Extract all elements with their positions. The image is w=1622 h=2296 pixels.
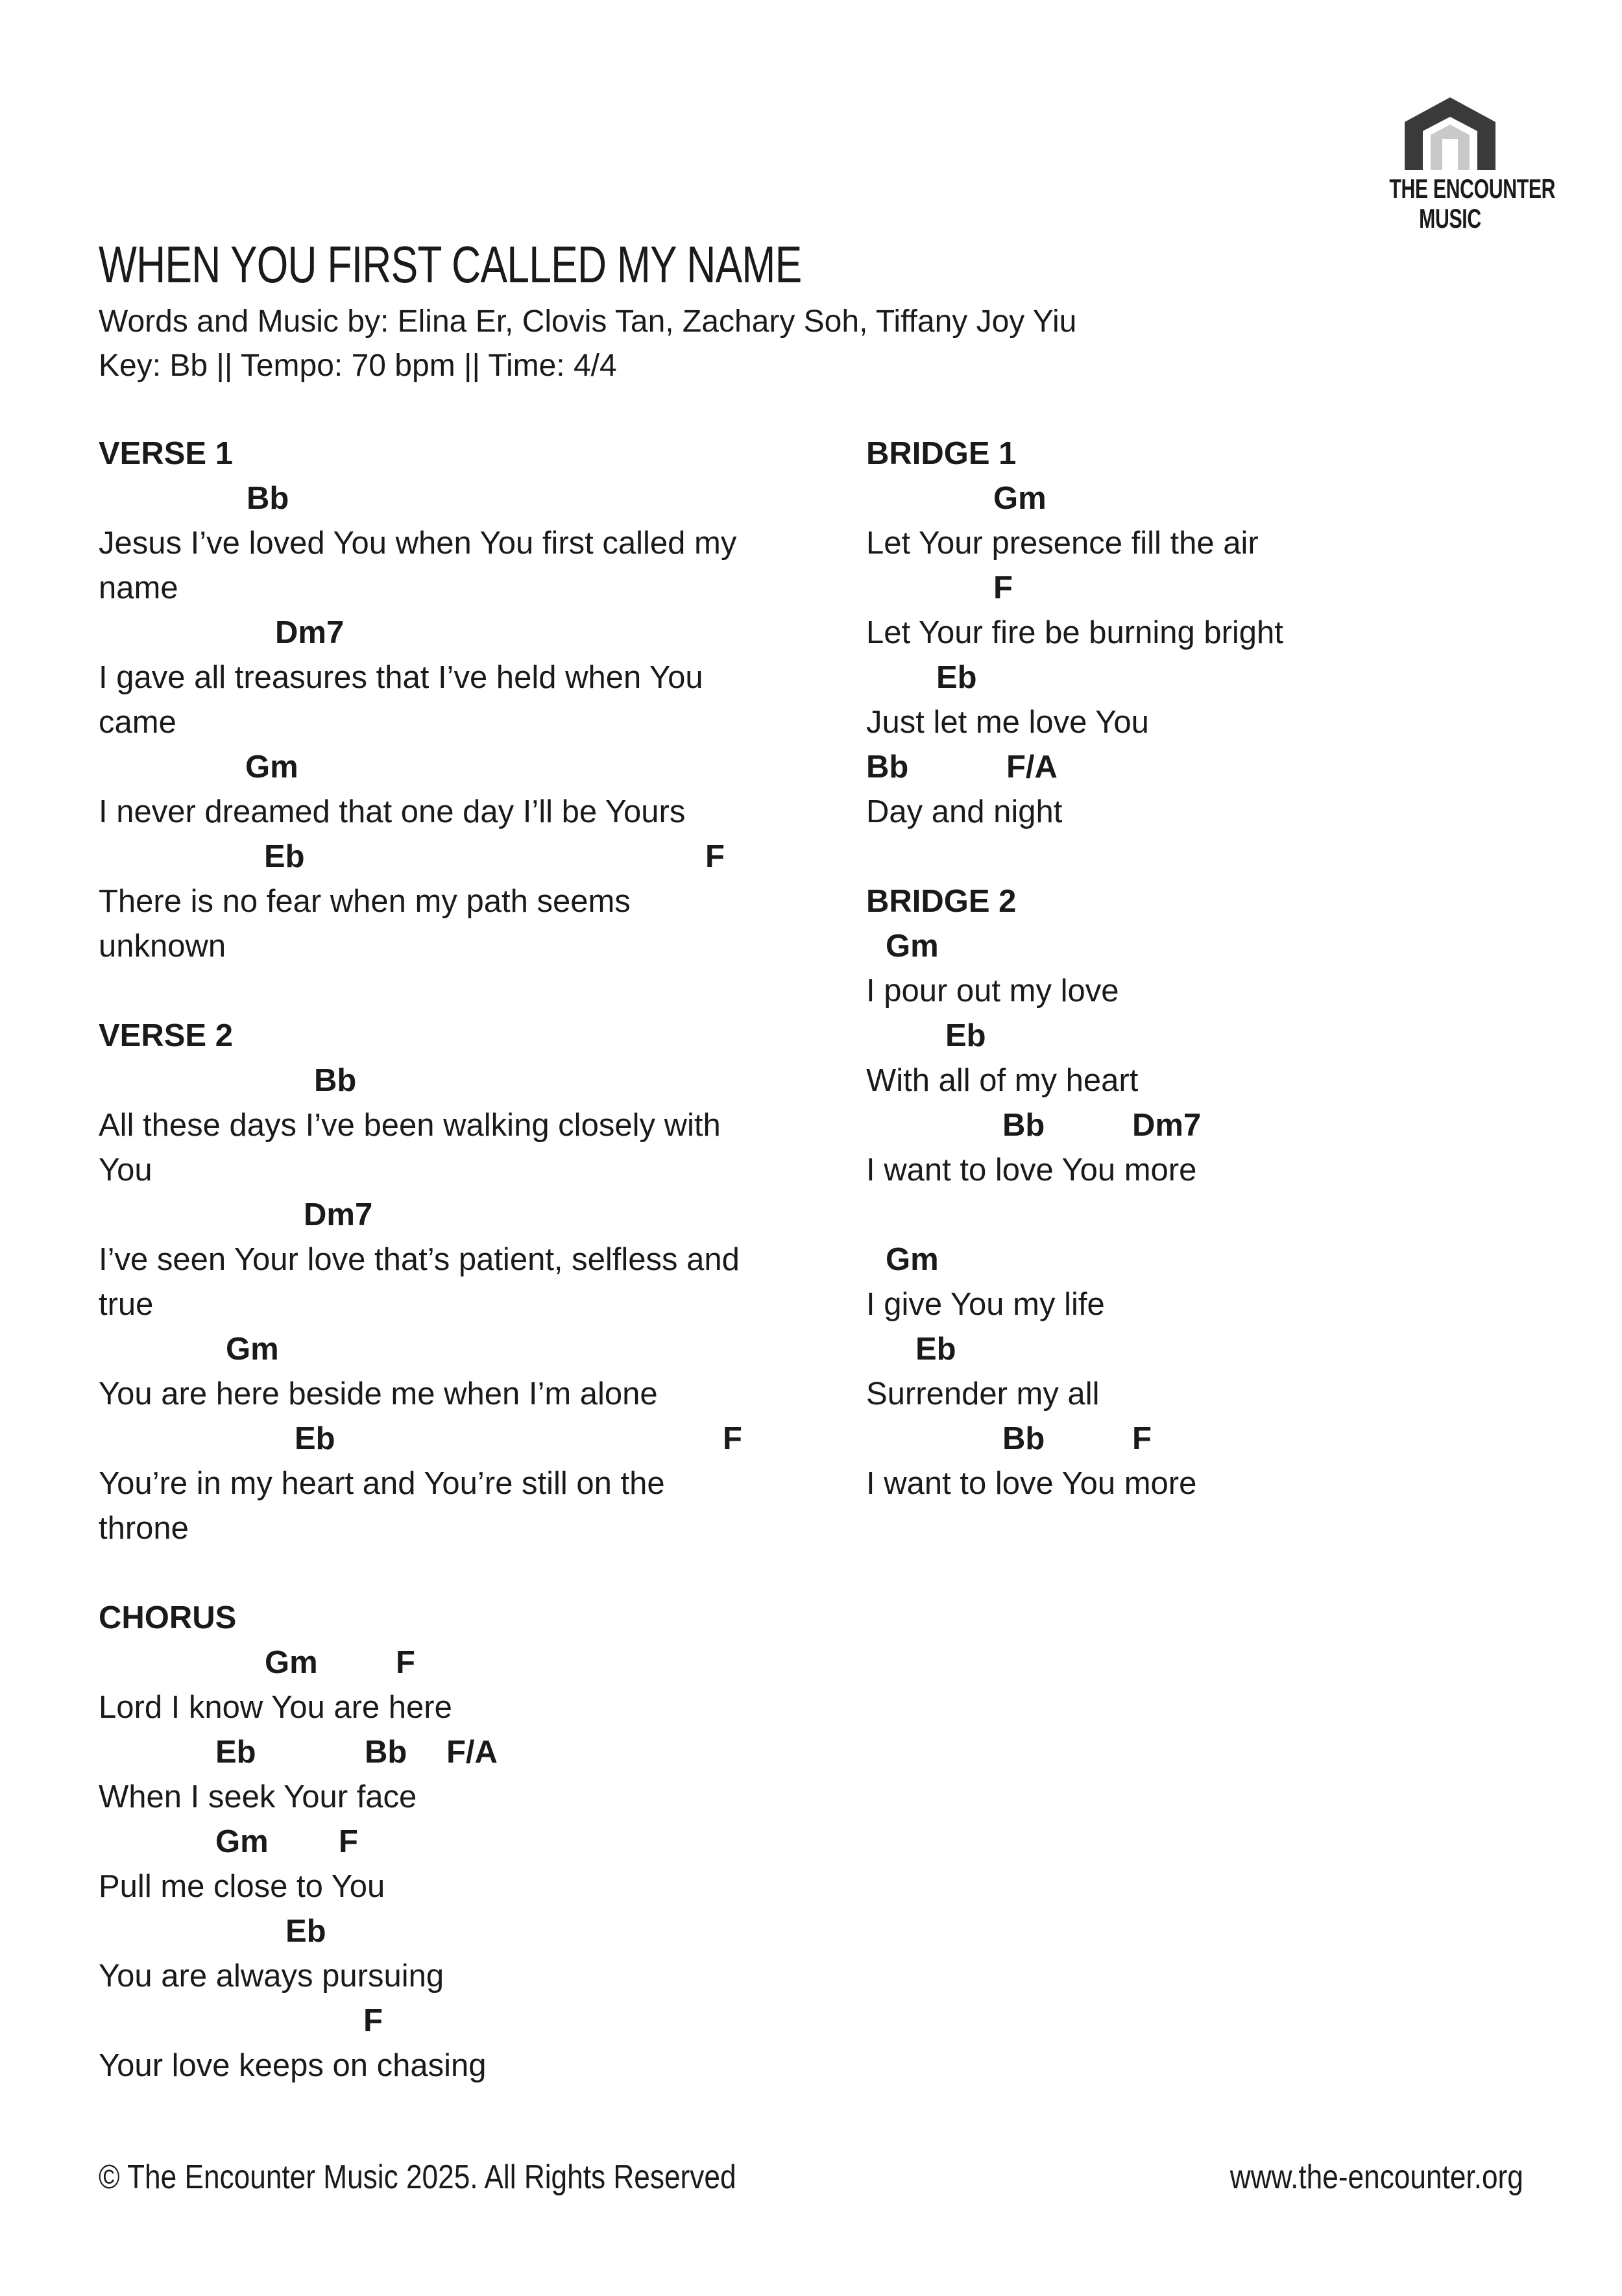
chord-line [866,1103,1515,1148]
chord-line [866,745,1515,790]
footer-website-link[interactable]: www.the-encounter.org [1229,2158,1523,2196]
chord-line [866,566,1515,611]
chord-line [99,1058,799,1103]
chord: Eb [915,1332,956,1367]
chord: F [705,839,725,874]
chord: Bb [1002,1108,1045,1143]
chord: Bb [314,1063,357,1098]
chord: F/A [446,1735,498,1770]
lyric-line: name [99,570,178,605]
lyric-line: Surrender my all [866,1376,1100,1411]
lyric-line: I gave all treasures that I’ve held when You [99,660,703,695]
chord-line [866,1238,1515,1282]
chord-line [99,1327,799,1372]
chord: Eb [295,1421,335,1456]
chord: Gm [886,1242,939,1277]
chord: Bb [1002,1421,1045,1456]
section-title: VERSE 2 [99,1018,233,1053]
lyric-line: I give You my life [866,1287,1105,1322]
chord: Bb [247,481,289,516]
section-title: BRIDGE 1 [866,436,1017,471]
lyric-line: Let Your fire be burning bright [866,615,1283,650]
section-title: BRIDGE 2 [866,884,1017,919]
logo-text [1389,173,1556,234]
chord: Gm [993,481,1047,516]
lyric-line: Jesus I’ve loved You when You first called my [99,526,737,561]
chord: Eb [215,1735,256,1770]
chord-line [99,611,799,655]
lyric-line: I’ve seen Your love that’s patient, selfless and [99,1242,740,1277]
chord: Dm7 [275,615,345,650]
chord-line [866,1417,1515,1461]
song-meta: Key: Bb || Tempo: 70 bpm || Time: 4/4 [99,348,617,383]
chord-line [866,924,1515,969]
section-bridge-2 [866,879,1515,1193]
section-bridge-2-continued [866,1238,1515,1506]
chord-line [866,1014,1515,1058]
lyric-line: Let Your presence fill the air [866,526,1259,561]
lyric-line: You are here beside me when I’m alone [99,1376,658,1411]
chord: Bb [365,1735,407,1770]
logo-line-1: THE ENCOUNTER [1389,173,1556,204]
lyric-line: I want to love You more [866,1153,1197,1188]
chord-line [99,476,799,521]
chord-line [99,1909,799,1954]
chord: Eb [285,1914,326,1949]
chord: F [993,570,1013,605]
chord-line [99,745,799,790]
chord-line [866,655,1515,700]
left-column [99,432,799,2133]
lyric-line: Pull me close to You [99,1869,385,1904]
chord-line [99,1417,799,1461]
right-column [866,432,1515,1551]
chord-line [99,1193,799,1238]
chord: Gm [215,1824,269,1859]
section-verse-2 [99,1014,799,1551]
lyric-line: I want to love You more [866,1466,1197,1501]
lyric-line: unknown [99,929,226,964]
chord: F [723,1421,742,1456]
lyric-line: Day and night [866,794,1063,829]
lyric-line: With all of my heart [866,1063,1139,1098]
chord: Eb [936,660,977,695]
lyric-line: I never dreamed that one day I’ll be Yours [99,794,686,829]
logo-line-2: MUSIC [1419,203,1481,234]
chord-line [866,1327,1515,1372]
chord: Dm7 [1132,1108,1202,1143]
logo [1366,97,1556,240]
lyric-line: You [99,1153,152,1188]
chord-line [99,835,799,879]
lyric-line: came [99,705,176,740]
chord-line [99,1999,799,2044]
chord: F/A [1006,750,1058,785]
lyric-line: When I seek Your face [99,1779,417,1814]
section-bridge-1 [866,432,1515,835]
section-title: VERSE 1 [99,436,233,471]
lyric-line: You’re in my heart and You’re still on the [99,1466,665,1501]
chord: Gm [245,750,298,785]
lyric-line: Lord I know You are here [99,1690,452,1725]
lyric-line: Your love keeps on chasing [99,2048,487,2083]
section-verse-1 [99,432,799,969]
chord-line [866,476,1515,521]
chord: F [1132,1421,1152,1456]
chord-line [99,1641,799,1685]
lyric-line: You are always pursuing [99,1959,444,1994]
chord: F [396,1645,415,1680]
chord: Gm [226,1332,279,1367]
footer-copyright: © The Encounter Music 2025. All Rights Reserved [99,2158,736,2196]
section-chorus [99,1596,799,2088]
house-logo-icon [1405,97,1495,170]
section-title: CHORUS [99,1600,237,1635]
chord: F [339,1824,358,1859]
chord-line [99,1820,799,1864]
chord-line [99,1730,799,1775]
lyric-line: throne [99,1511,189,1546]
chord: Gm [265,1645,318,1680]
chord: Dm7 [304,1197,373,1232]
lyric-line: true [99,1287,154,1322]
chord: Eb [945,1018,986,1053]
chord: Gm [886,929,939,964]
lyric-line: Just let me love You [866,705,1149,740]
chord: Eb [264,839,305,874]
chord: Bb [866,750,909,785]
chord: F [363,2003,383,2038]
song-credits: Words and Music by: Elina Er, Clovis Tan, Zachary Soh, Tiffany Joy Yiu [99,304,1077,339]
lyric-line: I pour out my love [866,973,1119,1008]
song-title: WHEN YOU FIRST CALLED MY NAME [99,236,802,293]
lyric-line: There is no fear when my path seems [99,884,631,919]
lyric-line: All these days I’ve been walking closely with [99,1108,721,1143]
